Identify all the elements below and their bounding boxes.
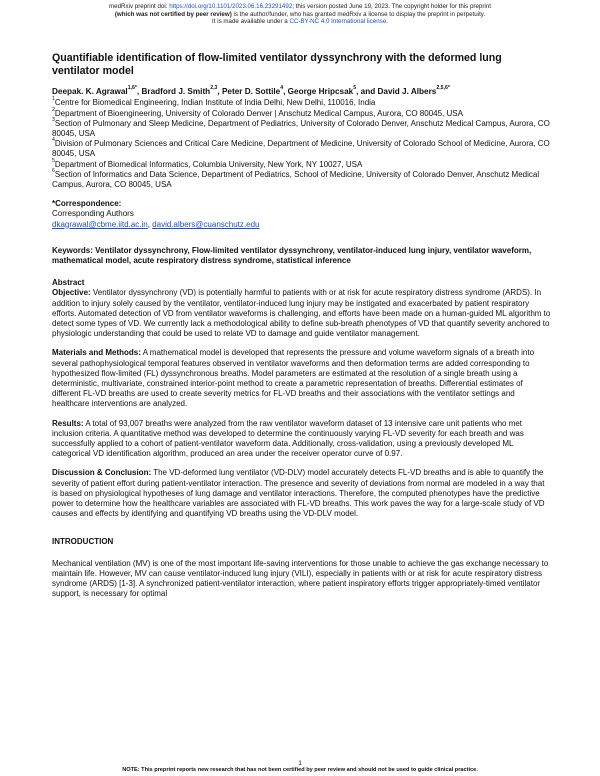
correspondence-emails xyxy=(52,220,552,230)
discussion-text: The VD-deformed lung ventilator (VD-DLV) model accurately detects FL-VD breaths and is able to quantify the severity of patient effort during patient-ventilator interaction. The presence and severity of deviations from normal are modeled in a way that is based on physiological hypotheses of lung damage and ventilator interactions. Therefore, the computed phenotypes have the predictive power to determine how the healthcare variables are associated with FL-VD breaths. This work paves the way for a large-scale study of VD causes and effects by identifying and quantifying VD breaths using the VD-DLV model. xyxy=(52,468,545,519)
objective-label: Objective: xyxy=(52,288,91,298)
affiliation xyxy=(52,157,552,170)
affiliation xyxy=(52,106,552,119)
affiliation-number: 1 xyxy=(52,96,55,103)
header-suffix: ; this version posted June 19, 2023. The copyright holder for this preprint xyxy=(292,3,491,10)
author-affil: 4 xyxy=(280,85,284,92)
results-label: Results: xyxy=(52,418,84,428)
abstract-results xyxy=(52,419,552,460)
author-name: Deepak. K. Agrawal xyxy=(52,87,128,97)
correspondence-heading: *Correspondence: xyxy=(52,199,122,209)
objective-text: Ventilator dyssynchrony (VD) is potentially harmful to patients with or at risk for acute respiratory distress syndrome (ARDS). In addition to injury solely caused by the ventilator, ventilator-induced lung injury may be instigated and exacerbated by patient respiratory efforts. Automated detection of VD from ventilator waveforms is challenging, and efforts have been made on a human-guided ML algorithm to detect some types of VD. We currently lack a methodological ability to define sub-breath phenotypes of VD that quantify severity anchored to physiologic understanding that could be used to relate VD to damage and guide ventilator management. xyxy=(52,288,551,339)
preprint-header xyxy=(40,3,560,26)
email-link-agrawal[interactable]: dkagrawal@cbme.iitd.ac.in xyxy=(52,219,148,229)
author-affil: 2,3 xyxy=(210,85,218,92)
paper-body xyxy=(52,52,552,600)
introduction-text: Mechanical ventilation (MV) is one of the most important life-saving interventions for those unable to achieve the gas exchange necessary to maintain life. However, MV can cause ventilator-induced lung injury (VILI), especially in patients with or at risk for acute respiratory distress syndrome (ARDS) [1-3]. A synchronized patient-ventilator interaction, where patient inspiratory efforts trigger appropriately-timed ventilator support, is necessary for optimal xyxy=(52,558,549,599)
header-line-2 xyxy=(40,11,560,19)
paper-title: Quantifiable identification of flow-limited ventilator dyssynchrony with the deformed lung ventilator model xyxy=(52,52,502,77)
affiliation-text: Section of Pulmonary and Sleep Medicine, Department of Pediatrics, University of Colorado Denver, Anschutz Medical Campus, Aurora, CO 80045, USA xyxy=(52,118,550,138)
keywords: Keywords: Ventilator dyssynchrony, Flow-limited ventilator dyssynchrony, ventilator-induced lung injury, ventilator waveform, mathematical model, acute respiratory distress syndrome, statistical inference xyxy=(52,245,532,266)
email-link-albers[interactable]: david.albers@cuanschutz.edu xyxy=(152,219,260,229)
author-list xyxy=(52,87,552,97)
discussion-label: Discussion & Conclusion: xyxy=(52,468,152,478)
methods-label: Materials and Methods: xyxy=(52,348,141,358)
correspondence-label: Corresponding Authors xyxy=(52,209,134,219)
affiliation-text: Department of Biomedical Informatics, Columbia University, New York, NY 10027, USA xyxy=(54,159,363,169)
header-license-note: is the author/funder, who has granted medRxiv a license to display the preprint in perpetuity. xyxy=(231,10,486,18)
affiliation xyxy=(52,116,552,139)
header-license-suffix: . xyxy=(386,18,388,26)
author-name: George Hripcsak xyxy=(287,87,354,97)
affiliation-text: Division of Pulmonary Sciences and Critical Care Medicine, Department of Medicine, University of Colorado School of Medicine, Aurora, CO 80045, USA xyxy=(52,139,550,159)
license-link[interactable]: CC-BY-NC 4.0 International license xyxy=(289,18,387,26)
author-name: Bradford J. Smith xyxy=(141,87,211,97)
author-name: Peter D. Sottile xyxy=(221,87,281,97)
header-prefix: medRxiv preprint doi: xyxy=(109,3,170,10)
methods-text: A mathematical model is developed that represents the pressure and volume waveform signals of a breath into several pathophysiological temporal features observed in ventilator waveforms and then deformation terms are added corresponding to hypothesized flow-limited (FL) dyssynchronous breaths. Model parameters are estimated at the resolution of a single breath using a deterministic, multivariate, constrained interior-point method to create a parametric representation of breaths. Differential estimates of different FL-VD breaths are used to create severity metrics for FL-VD breaths and their associations with the ventilator settings and healthcare interventions are analyzed. xyxy=(52,348,535,409)
author-affil: 2,5,6* xyxy=(436,85,450,92)
page-number: 1 xyxy=(298,760,302,767)
author-sep: , and xyxy=(356,87,378,97)
affiliation-number: 3 xyxy=(52,116,55,123)
affiliation-number: 5 xyxy=(52,157,55,164)
header-line-3 xyxy=(40,18,560,26)
correspondence-block xyxy=(52,199,552,230)
header-bold-note: (which was not certified by peer review) xyxy=(114,10,232,18)
affiliation-text: Section of Informatics and Data Science, Department of Pediatrics, School of Medicine, University of Colorado Denver, Anschutz Medical Campus, Aurora, CO 80045, USA xyxy=(52,169,540,190)
introduction-heading: INTRODUCTION xyxy=(52,536,114,546)
email-sep: , xyxy=(147,219,153,229)
author-name: David J. Albers xyxy=(377,87,437,97)
affiliation-number: 4 xyxy=(52,137,55,144)
doi-link[interactable]: https://doi.org/10.1101/2023.06.16.23291492 xyxy=(169,3,293,10)
affiliation-number: 2 xyxy=(52,106,55,113)
affiliation-number: 6 xyxy=(52,167,55,174)
footer-note: NOTE: This preprint reports new research that has not been certified by peer review and should not be used to guide clinical practice. xyxy=(122,767,478,773)
author-sep: , xyxy=(217,87,222,97)
author-sep: , xyxy=(283,87,288,97)
abstract-heading: Abstract xyxy=(52,278,85,288)
author-affil: 5 xyxy=(353,85,357,92)
header-line-1 xyxy=(40,3,560,11)
abstract-discussion xyxy=(52,468,552,519)
affiliation-text: Centre for Biomedical Engineering, Indian Institute of India Delhi, New Delhi, 110016, India xyxy=(54,98,376,108)
affiliation xyxy=(52,98,552,108)
author-sep: , xyxy=(136,87,142,97)
affiliation xyxy=(52,139,552,159)
abstract-methods xyxy=(52,348,552,409)
results-text: A total of 93,007 breaths were analyzed from the raw ventilator waveform dataset of 13 intensive care unit patients who met inclusion criteria. A quantitative method was developed to determine the continuously varying FL-VD severity for each breath and was successfully applied to a cohort of patient-ventilator waveform data. Additionally, cross-validation, using a previously developed ML categorical VD identification algorithm, produced an area under the receiver operator curve of 0.97. xyxy=(52,418,524,459)
affiliation-text: Department of Bioengineering, University of Colorado Denver | Anschutz Medical Campus, Aurora, CO 80045, USA xyxy=(54,108,463,118)
header-license-prefix: It is made available under a xyxy=(212,18,290,26)
author-affil: 1,6* xyxy=(127,85,137,92)
affiliation-list xyxy=(52,98,552,190)
abstract-objective xyxy=(52,288,552,339)
affiliation xyxy=(52,167,552,190)
